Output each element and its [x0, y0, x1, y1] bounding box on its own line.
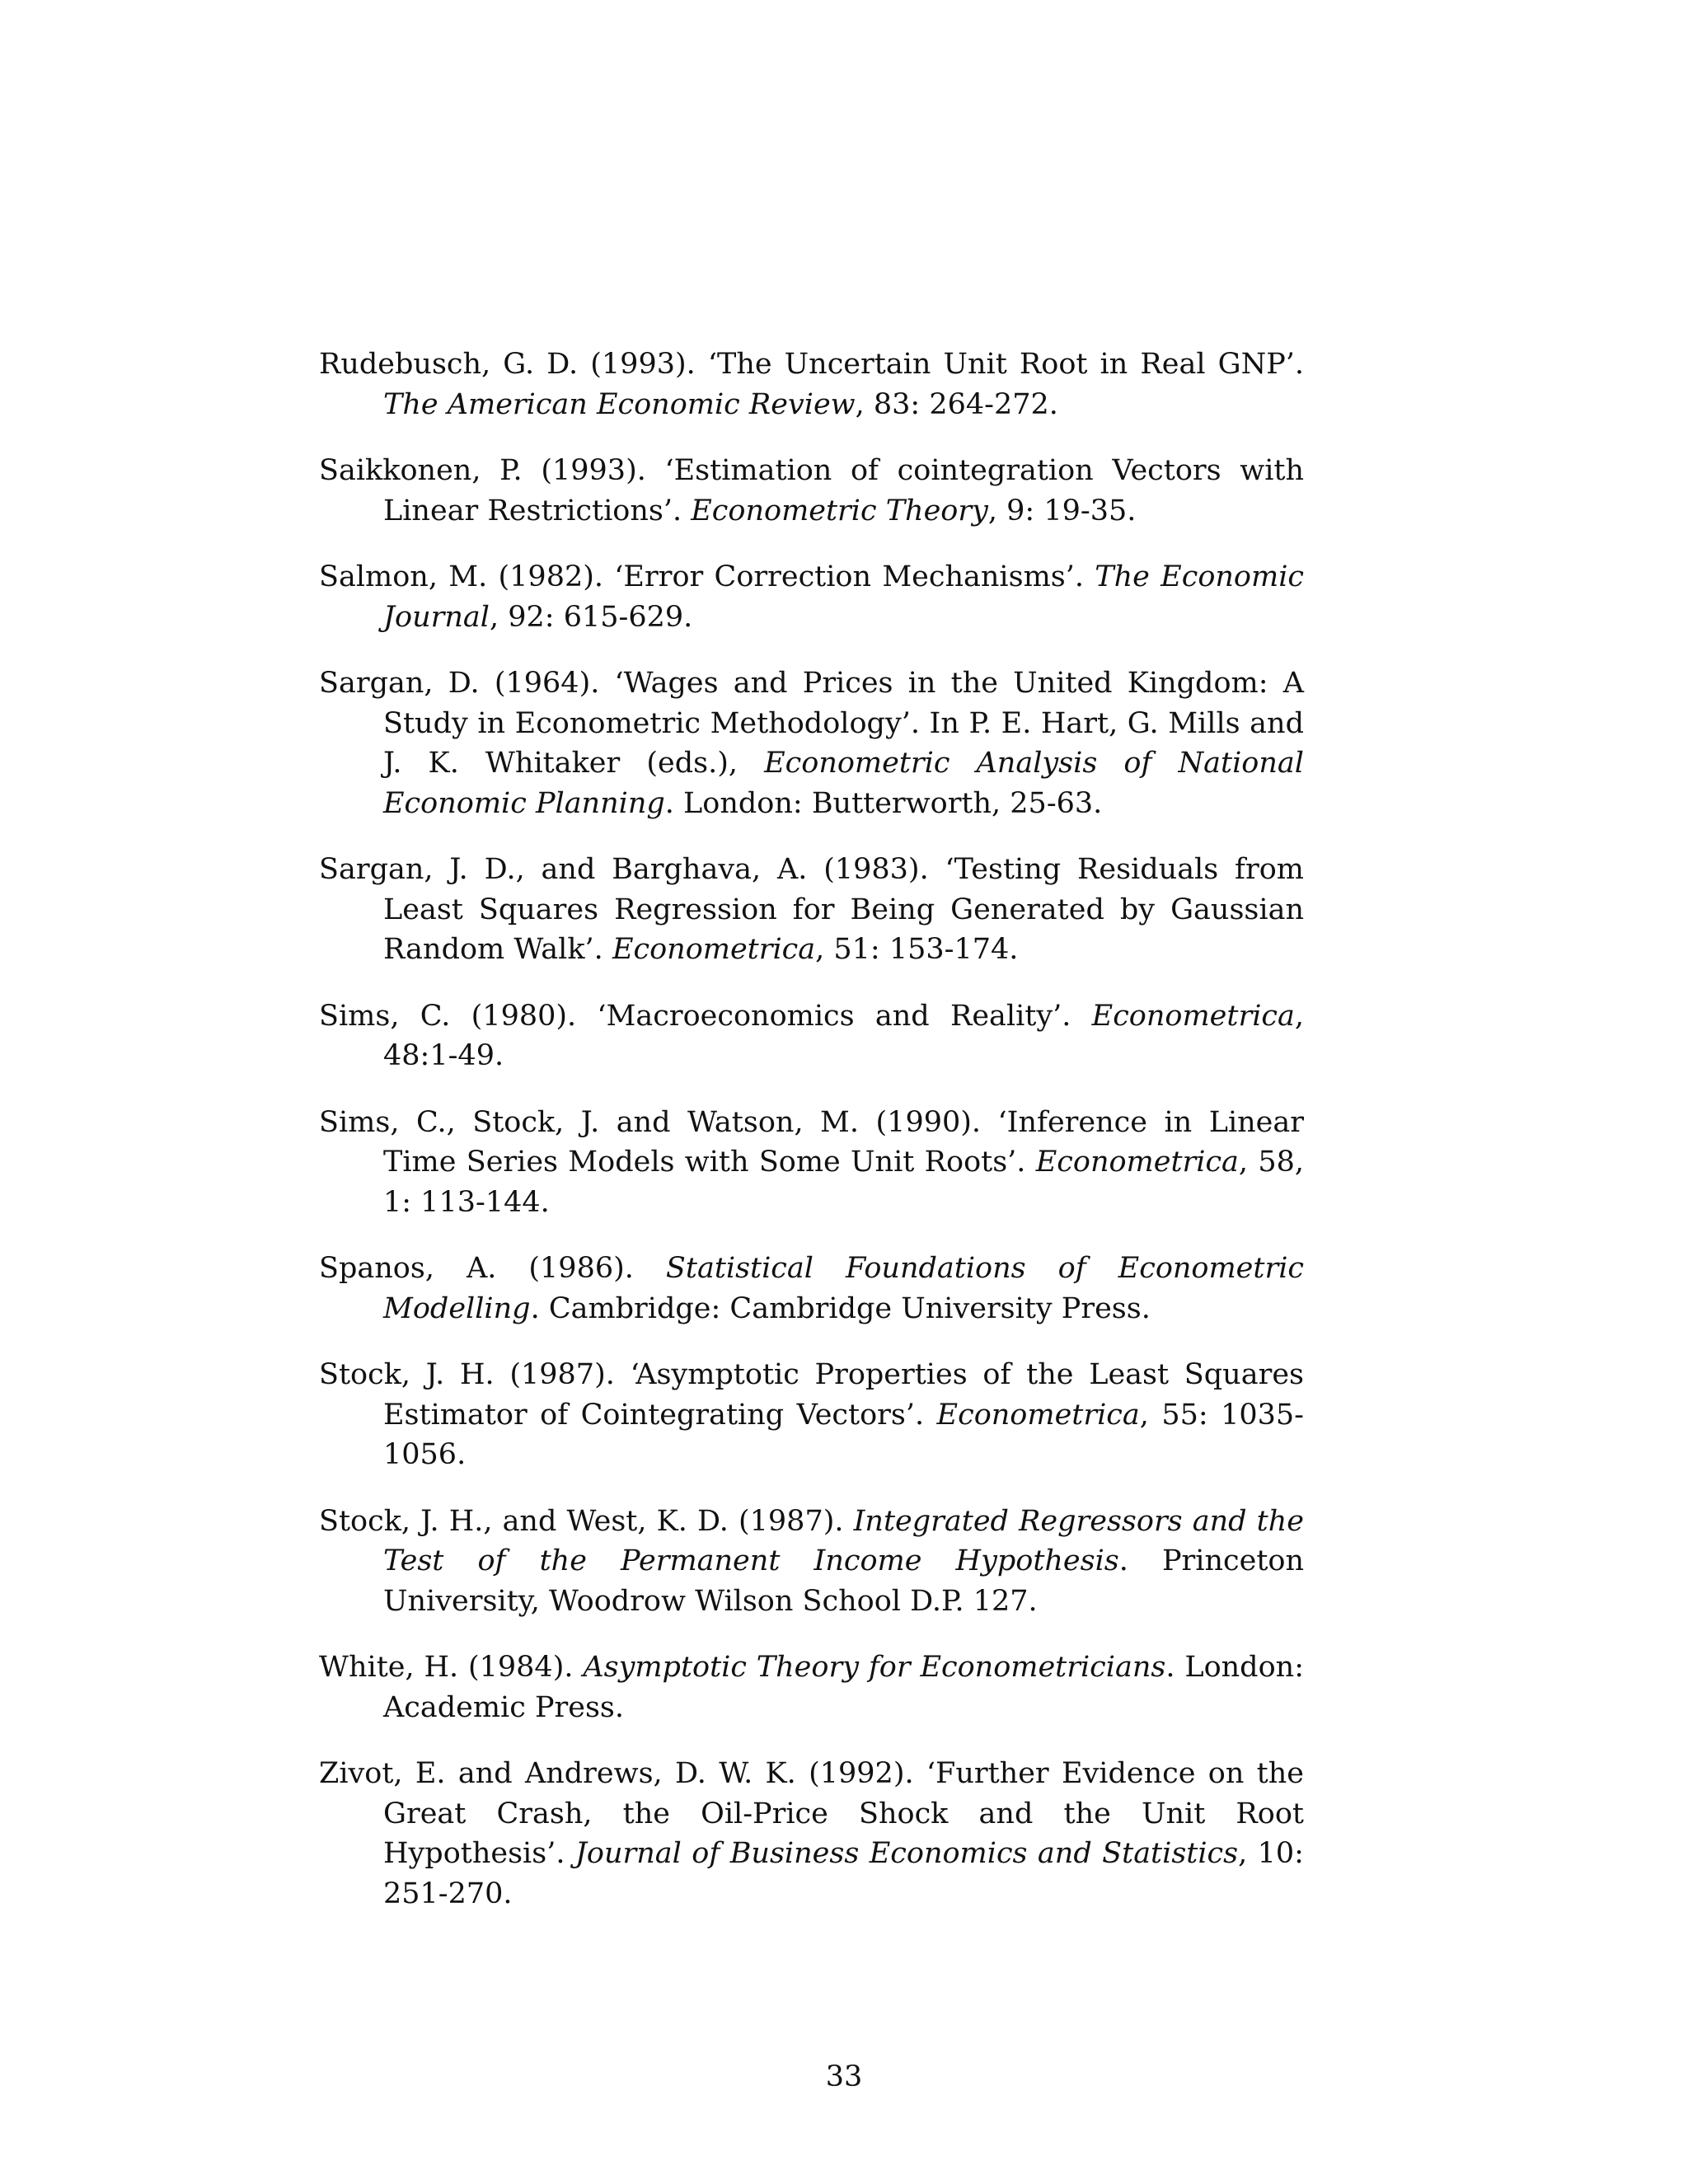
reference-italic-title: Econometrica	[612, 933, 816, 966]
reference-text: , 55: 1035-1056.	[383, 1398, 1304, 1471]
reference-italic-title: Econometrica	[936, 1398, 1140, 1432]
reference-italic-title: The American Economic Review	[383, 387, 856, 421]
reference-text: Sargan, J. D., and Barghava, A. (1983). ‘Testing Residuals from Least Squares Regression for Being Generated by Gaussian Random Walk’.	[319, 853, 1304, 966]
reference-italic-title: Econometric Analysis of National Economic Planning	[383, 747, 1304, 820]
reference-text: Sargan, D. (1964). ‘Wages and Prices in the United Kingdom: A Study in Econometric Methodology’. In P. E. Hart, G. Mills and J. K. Whitaker (eds.),	[319, 667, 1304, 780]
reference-entry	[319, 663, 1304, 823]
reference-entry	[319, 557, 1304, 637]
reference-text: . London: Butterworth, 25-63.	[664, 786, 1103, 820]
reference-entry	[319, 1103, 1304, 1223]
reference-text: Saikkonen, P. (1993). ‘Estimation of cointegration Vectors with Linear Restrictions’.	[319, 454, 1304, 527]
reference-entry	[319, 344, 1304, 424]
reference-italic-title: Econometrica	[1091, 999, 1295, 1033]
reference-italic-title: Statistical Foundations of Econometric Modelling	[383, 1252, 1304, 1325]
reference-text: , 83: 264-272.	[855, 387, 1058, 421]
reference-italic-title: Econometric Theory	[691, 494, 988, 527]
reference-text: . Princeton University, Woodrow Wilson School D.P. 127.	[383, 1544, 1304, 1618]
reference-entry	[319, 1754, 1304, 1914]
reference-list	[319, 344, 1304, 1940]
reference-entry	[319, 1647, 1304, 1727]
reference-text: White, H. (1984).	[319, 1651, 584, 1684]
reference-entry	[319, 850, 1304, 970]
reference-text: , 48:1-49.	[383, 999, 1304, 1072]
reference-entry	[319, 1249, 1304, 1329]
reference-text: Sims, C. (1980). ‘Macroeconomics and Reality’.	[319, 999, 1092, 1033]
reference-text: Zivot, E. and Andrews, D. W. K. (1992). ‘Further Evidence on the Great Crash, the Oil-Price Shock and the Unit Root Hypothesis’.	[319, 1757, 1304, 1870]
reference-text: , 58, 1: 113-144.	[383, 1146, 1304, 1219]
reference-italic-title: Econometrica	[1035, 1146, 1239, 1179]
reference-text: Rudebusch, G. D. (1993). ‘The Uncertain Unit Root in Real GNP’.	[319, 348, 1304, 381]
reference-text: , 10: 251-270.	[383, 1837, 1304, 1910]
reference-italic-title: Journal of Business Economics and Statistics	[574, 1837, 1239, 1870]
page-number: 33	[825, 2060, 863, 2093]
reference-text: , 51: 153-174.	[815, 933, 1019, 966]
reference-text: Sims, C., Stock, J. and Watson, M. (1990). ‘Inference in Linear Time Series Models with Some Unit Roots’.	[319, 1105, 1304, 1179]
reference-text: Spanos, A. (1986).	[319, 1252, 666, 1285]
reference-entry	[319, 1502, 1304, 1622]
reference-entry	[319, 996, 1304, 1076]
reference-text: . Cambridge: Cambridge University Press.	[530, 1291, 1151, 1325]
reference-text: Stock, J. H. (1987). ‘Asymptotic Properties of the Least Squares Estimator of Cointegrating Vectors’.	[319, 1358, 1304, 1432]
reference-italic-title: Integrated Regressors and the Test of the Permanent Income Hypothesis	[383, 1504, 1304, 1577]
reference-italic-title: Asymptotic Theory for Econometricians	[583, 1651, 1166, 1684]
reference-text: , 92: 615-629.	[489, 600, 693, 634]
reference-text: Salmon, M. (1982). ‘Error Correction Mechanisms’.	[319, 560, 1095, 593]
reference-entry	[319, 451, 1304, 531]
reference-italic-title: The Economic Journal	[383, 560, 1304, 634]
reference-text: Stock, J. H., and West, K. D. (1987).	[319, 1504, 854, 1538]
reference-text: , 9: 19-35.	[987, 494, 1137, 527]
reference-entry	[319, 1355, 1304, 1475]
reference-text: . London: Academic Press.	[383, 1651, 1304, 1724]
